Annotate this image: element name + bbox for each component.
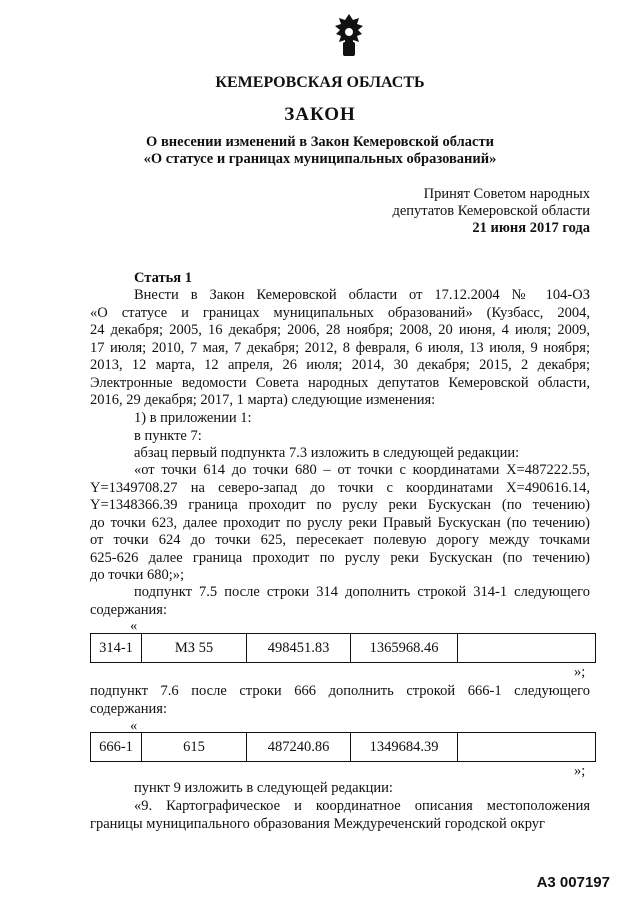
- intro-line: 2013, 12 марта, 12 апреля, 26 июля; 2014, 30 декабря; 2015, 2 декабря;: [90, 357, 590, 373]
- table-cell: [458, 634, 596, 663]
- table-cell: 487240.86: [247, 733, 351, 762]
- coordinates-table-666: [90, 732, 596, 762]
- table-row: [91, 733, 596, 762]
- table-cell: 666-1: [91, 733, 142, 762]
- intro-line: Внести в Закон Кемеровской области от 17.12.2004 № 104-ОЗ: [134, 287, 590, 303]
- table-cell: [458, 733, 596, 762]
- point9-line: «9. Картографическое и координатное описания местоположения: [134, 798, 590, 814]
- law-title-line1: О внесении изменений в Закон Кемеровской области: [146, 134, 494, 150]
- intro-line: «О статусе и границах муниципальных образований» (Кузбасс, 2004,: [90, 304, 590, 321]
- quote-line: «от точки 614 до точки 680 – от точки с координатами X=487222.55,: [134, 462, 590, 478]
- quote-line: Y=1348366.39 граница проходит по руслу реки Бускускан (по течению): [90, 497, 590, 513]
- subpoint-line: содержания:: [90, 601, 168, 618]
- table-cell: 314-1: [91, 634, 142, 663]
- intro-line: Электронные ведомости Совета народных депутатов Кемеровской области,: [90, 374, 590, 391]
- intro-line: 24 декабря; 2005, 16 декабря; 2006, 28 ноября; 2008, 20 июня, 4 июля; 2009,: [90, 322, 590, 338]
- table-cell: 1349684.39: [351, 733, 458, 762]
- point-7: в пункте 7:: [134, 428, 202, 444]
- subpoint-line: содержания:: [90, 700, 168, 717]
- close-quote: »;: [574, 664, 586, 680]
- table-cell: 1365968.46: [351, 634, 458, 663]
- subpoint-7-5: [90, 584, 590, 619]
- quote-line: до точки 623, далее проходит по руслу реки Правый Бускускан (по течению): [90, 514, 590, 531]
- form-serial-number: А3 007197: [536, 874, 610, 891]
- subpoint-7-6: [90, 683, 590, 718]
- intro-line: 2016, 29 декабря; 2017, 1 марта) следующие изменения:: [90, 392, 436, 408]
- table-cell: 498451.83: [247, 634, 351, 663]
- point-9: пункт 9 изложить в следующей редакции:: [134, 780, 393, 796]
- quote-line: 625-626 далее граница проходит по руслу реки Бускускан (по течению): [90, 549, 590, 566]
- coat-of-arms-emblem: [331, 12, 367, 62]
- open-quote: «: [130, 718, 138, 734]
- quote-line: от точки 624 до точки 625, пересекает полевую дорогу между точками: [90, 532, 590, 548]
- open-quote: «: [130, 618, 138, 634]
- region-title: КЕМЕРОВСКАЯ ОБЛАСТЬ: [215, 74, 425, 91]
- adoption-date: 21 июня 2017 года: [472, 220, 590, 236]
- coordinates-table-314: [90, 633, 596, 663]
- intro-line: 17 июля; 2010, 7 мая, 7 декабря; 2012, 8 февраля, 6 июля, 13 июля, 9 ноября;: [90, 339, 590, 356]
- article-heading: Статья 1: [134, 270, 192, 286]
- quote-line: до точки 680;»;: [90, 567, 185, 583]
- point9-line: границы муниципального образования Междуреченский городской округ: [90, 815, 545, 832]
- adoption-line1: Принят Советом народных: [423, 186, 590, 202]
- item-1: 1) в приложении 1:: [134, 410, 252, 426]
- subpoint-7-3-intro: абзац первый подпункта 7.3 изложить в следующей редакции:: [134, 445, 520, 461]
- article-intro: [90, 287, 590, 410]
- close-quote: »;: [574, 763, 586, 779]
- subpoint-line: подпункт 7.6 после строки 666 дополнить строкой 666-1 следующего: [90, 683, 590, 699]
- quoted-boundary-text: [90, 462, 590, 585]
- table-row: [91, 634, 596, 663]
- table-cell: МЗ 55: [142, 634, 247, 663]
- point-9-text: [90, 798, 590, 833]
- table-cell: 615: [142, 733, 247, 762]
- adoption-line2: депутатов Кемеровской области: [392, 203, 590, 219]
- quote-line: Y=1349708.27 на северо-запад до точки с координатами X=490616.14,: [90, 479, 590, 496]
- document-type: ЗАКОН: [284, 104, 356, 125]
- subpoint-line: подпункт 7.5 после строки 314 дополнить строкой 314-1 следующего: [134, 584, 590, 600]
- law-title-line2: «О статусе и границах муниципальных образований»: [143, 151, 497, 167]
